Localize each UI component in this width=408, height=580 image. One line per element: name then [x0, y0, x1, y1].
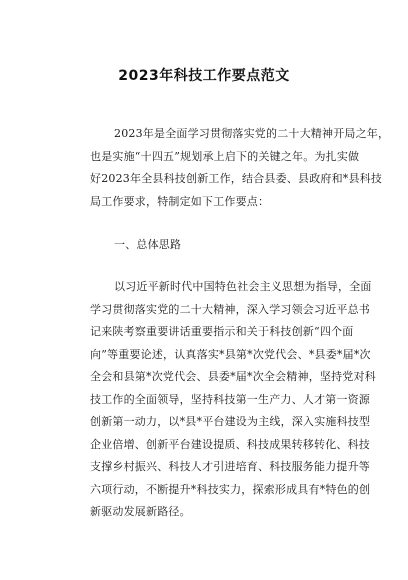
body-line: 支撑乡村振兴、科技人才引进培育、科技服务能力提升等 — [90, 460, 370, 473]
section-heading: 一、总体思路 — [114, 238, 182, 251]
intro-line: 局工作要求，特制定如下工作要点： — [90, 194, 270, 208]
body-line: 新驱动发展新路径。 — [90, 505, 191, 518]
body-line: 创新第一动力，以*县*平台建设为主线，深入实施科技型 — [90, 415, 371, 428]
body-line: 全会和县第*次党代会、县委*届*次全会精神，坚持党对科 — [90, 370, 376, 383]
intro-line: 也是实施“十四五”规划承上启下的关键之年。为扎实做 — [90, 149, 360, 163]
intro-paragraph — [90, 123, 390, 213]
body-line: 六项行动，不断提升*科技实力，探索形成具有*特色的创 — [90, 482, 371, 496]
body-line: 向”等重要论述，认真落实*县第*次党代会、*县委*届*次 — [90, 347, 371, 361]
body-line: 技工作的全面领导，坚持科技第一生产力、人才第一资源 — [90, 392, 370, 406]
document-title: 2023年科技工作要点范文 — [118, 68, 290, 84]
body-line: 学习贯彻落实党的二十大精神，深入学习领会习近平总书 — [90, 302, 370, 316]
body-line: 记来陕考察重要讲话重要指示和关于科技创新“四个面 — [90, 325, 354, 338]
body-paragraph — [90, 276, 376, 524]
intro-line: 2023年是全面学习贯彻落实党的二十大精神开局之年， — [114, 127, 390, 140]
intro-line: 好2023年全县科技创新工作，结合县委、县政府和*县科技 — [90, 172, 383, 185]
body-line: 企业倍增、创新平台建设提质、科技成果转移转化、科技 — [90, 437, 370, 451]
body-line: 以习近平新时代中国特色社会主义思想为指导，全面 — [114, 280, 372, 293]
section-heading-block — [90, 234, 362, 257]
